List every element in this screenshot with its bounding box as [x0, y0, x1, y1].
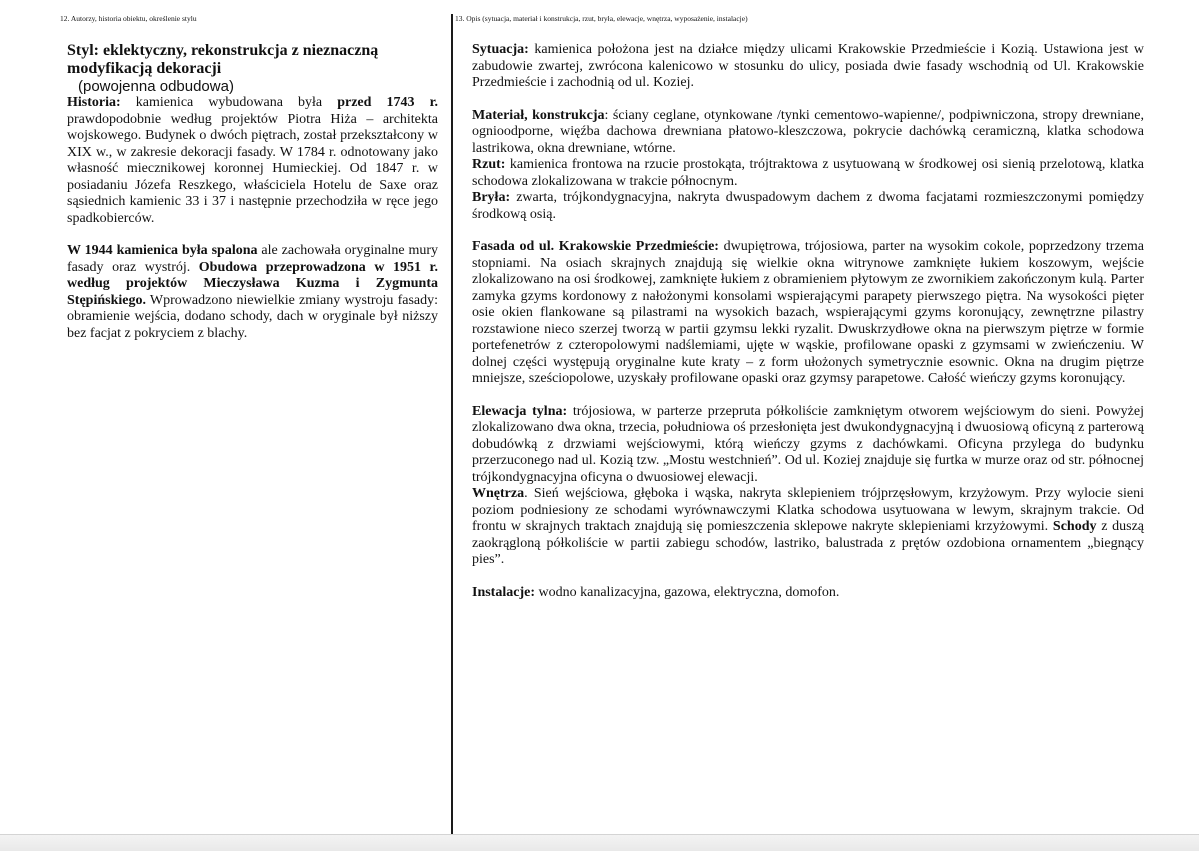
- historia-text-2: prawdopodobnie według projektów Piotra Hiża – architekta wojskowego. Budynek o dwóch piętrach, został przekształcony w XIX w., w zakresie dekoracji fasady. W 1784 r. odnotowany jako własność miecznikowej koronnej Humieckiej. Od 1847 r. w posiadaniu Józefa Reszkego, właściciela Hotelu de Saxe oraz sąsiednich kamienic 33 i 37 i następnie przechodziła w ręce jego spadkobierców.: [67, 111, 438, 226]
- left-column: [60, 14, 438, 342]
- material-label: Materiał, konstrukcja: [472, 107, 605, 123]
- schody-label: Schody: [1052, 519, 1097, 534]
- style-title: Styl: eklektyczny, rekonstrukcja z nieznaczną modyfikacją dekoracji: [67, 42, 379, 77]
- style-subtitle: (powojenna odbudowa): [78, 78, 234, 95]
- sytuacja-paragraph: [472, 42, 1144, 92]
- war-text-3: Wprowadzono niewielkie zmiany wystroju fasady: obramienie wejścia, dodano schody, dach w oryginale był niższy bez facjat z pokryciem z blachy.: [67, 292, 438, 341]
- right-body: [472, 42, 1144, 601]
- schody-text: z duszą zaokrągloną półkoliście w partii zabiegu schodów, lastriko, balustrada z prętów ozdobiona ornamentem „biegnący pies”.: [472, 519, 1144, 567]
- fasada-label: Fasada od ul. Krakowskie Przedmieście:: [472, 239, 719, 254]
- historia-text-1: kamienica wybudowana była: [120, 95, 338, 110]
- rzut-paragraph: [472, 157, 1144, 190]
- elewacja-label: Elewacja tylna:: [472, 403, 568, 419]
- historia-label: Historia:: [67, 95, 121, 110]
- column-divider: [451, 14, 453, 836]
- sytuacja-text: kamienica położona jest na działce między ulicami Krakowskie Przedmieście i Kozią. Ustawiona jest w zabudowie zwartej, zwrócona kalenicowo w stosunku do ulicy, posiada dwie fasady wschodnią od Ul. Krakowskie Przedmieście i zachodnią od ul. Koziej.: [472, 42, 1144, 90]
- material-text: : ściany ceglane, otynkowane /tynki cementowo-wapienne/, podpiwniczona, stropy drewniane, ognioodporne, więźba dachowa drewniana płatowo-kleszczowa, pokrycie dachówką ceramiczną, klatka schodowa lastrikowa, okna drewniane, wtórne.: [472, 107, 1144, 156]
- bryla-label: Bryła:: [472, 190, 511, 205]
- war-text-bold-2: była spalona: [181, 243, 258, 258]
- war-paragraph: [67, 243, 438, 342]
- historia-date: przed 1743 r.: [337, 95, 438, 110]
- historia-paragraph: [67, 95, 438, 227]
- material-paragraph: [472, 108, 1144, 158]
- left-body: [60, 95, 438, 342]
- wnetrza-text: . Sień wejściowa, głęboka i wąska, nakryta sklepieniem trójprzęsłowym, krzyżowym. Przy wylocie sieni poziom podniesiony ze schodami wyrównawczymi Klatka schodowa usytuowana w lewym, skrajnym trakcie. Od frontu w skrajnych traktach znajdują się pomieszczenia sklepowe nakryte sklepieniami krzyżowymi.: [472, 486, 1144, 534]
- rzut-label: Rzut:: [472, 157, 506, 172]
- elewacja-paragraph: [472, 404, 1144, 487]
- left-column-header: 12. Autorzy, historia obiektu, określenie stylu: [60, 14, 197, 23]
- right-column: [455, 14, 1155, 601]
- war-text-2: ale zachowała oryginalne mury fasady oraz wystrój.: [67, 243, 439, 275]
- sytuacja-label: Sytuacja:: [472, 42, 529, 57]
- fasada-paragraph: [472, 239, 1144, 388]
- right-column-header: 13. Opis (sytuacja, materiał i konstrukcja, rzut, bryła, elewacje, wnętrza, wyposażenie, instalacje): [455, 14, 748, 23]
- instalacje-paragraph: [472, 585, 1144, 602]
- wnetrza-paragraph: [472, 486, 1144, 569]
- elewacja-text: trójosiowa, w parterze przepruta półkoliście zamkniętym otworem wejściowym do sieni. Powyżej zlokalizowano dwa okna, trzecia, południowa oś przesłonięta jest dwukondygnacyjną i dwuosiową oficyną z parterową dobudówką z drzwiami wejściowymi, którą wieńczy gzyms z dachówkami. Oficyna przylega do budynku przerzuconego nad ul. Kozią tzw. „Mostu westchnień”. Od ul. Koziej znajduje się furtka w murze oraz od str. północnej trójkondygnacyjna oficyna o dwuosiowej elewacji.: [472, 403, 1144, 485]
- fasada-text: dwupiętrowa, trójosiowa, parter na wysokim cokole, poprzedzony trzema stopniami. Na osiach skrajnych znajdują się wielkie okna witrynowe zamknięte łukiem koszowym, wejście zlokalizowano na osi środkowej, zamknięte łukiem z obramieniem płytowym ze zwornikiem zakończonym kulą. Parter zamyka gzyms kordonowy z nałożonymi konsolami wspierającymi parapety pierwszego piętra. Na wysokości pięter osie okien flankowane są pilastrami na wysokich bazach, wspierającymi gzyms koronujący, zewnętrzne pilastry rozstawione nieco szerzej tworzą w partii gzymsu lekki ryzalit. Dwuskrzydłowe okna na pierwszym piętrze w formie portefenetrów z czteropolowymi nadślemiami, ujęte w wąskie, profilowane opaski z gzymsami w zwieńczeniu. W dolnej części występują oryginalne kute kraty – z form ułożonych symetrycznie esownic. Okna na drugim piętrze mniejsze, sześciopolowe, uzyskały profilowane opaski oraz gzymsy parapetowe. Całość wieńczy gzyms koronujący.: [472, 239, 1145, 386]
- war-text-bold-3: Obudowa przeprowadzona w 1951 r. według projektów Mieczysława Kuzma i Zygmunta Stępińskiego.: [67, 259, 438, 308]
- instalacje-label: Instalacje:: [472, 584, 535, 600]
- scan-bottom-edge: [0, 834, 1199, 851]
- bryla-paragraph: [472, 190, 1144, 223]
- rzut-text: kamienica frontowa na rzucie prostokąta, trójtraktowa z usytuowaną w środkowej osi sienią przelotową, klatka schodowa zlokalizowana w trakcie północnym.: [472, 157, 1144, 189]
- instalacje-text: wodno kanalizacyjna, gazowa, elektryczna, domofon.: [535, 584, 840, 600]
- bryla-text: zwarta, trójkondygnacyjna, nakryta dwuspadowym dachem z dwoma facjatami rozmieszczonymi pomiędzy środkową osią.: [472, 190, 1144, 222]
- war-text-bold-1: W 1944 kamienica: [67, 243, 179, 258]
- wnetrza-label: Wnętrza: [472, 486, 525, 501]
